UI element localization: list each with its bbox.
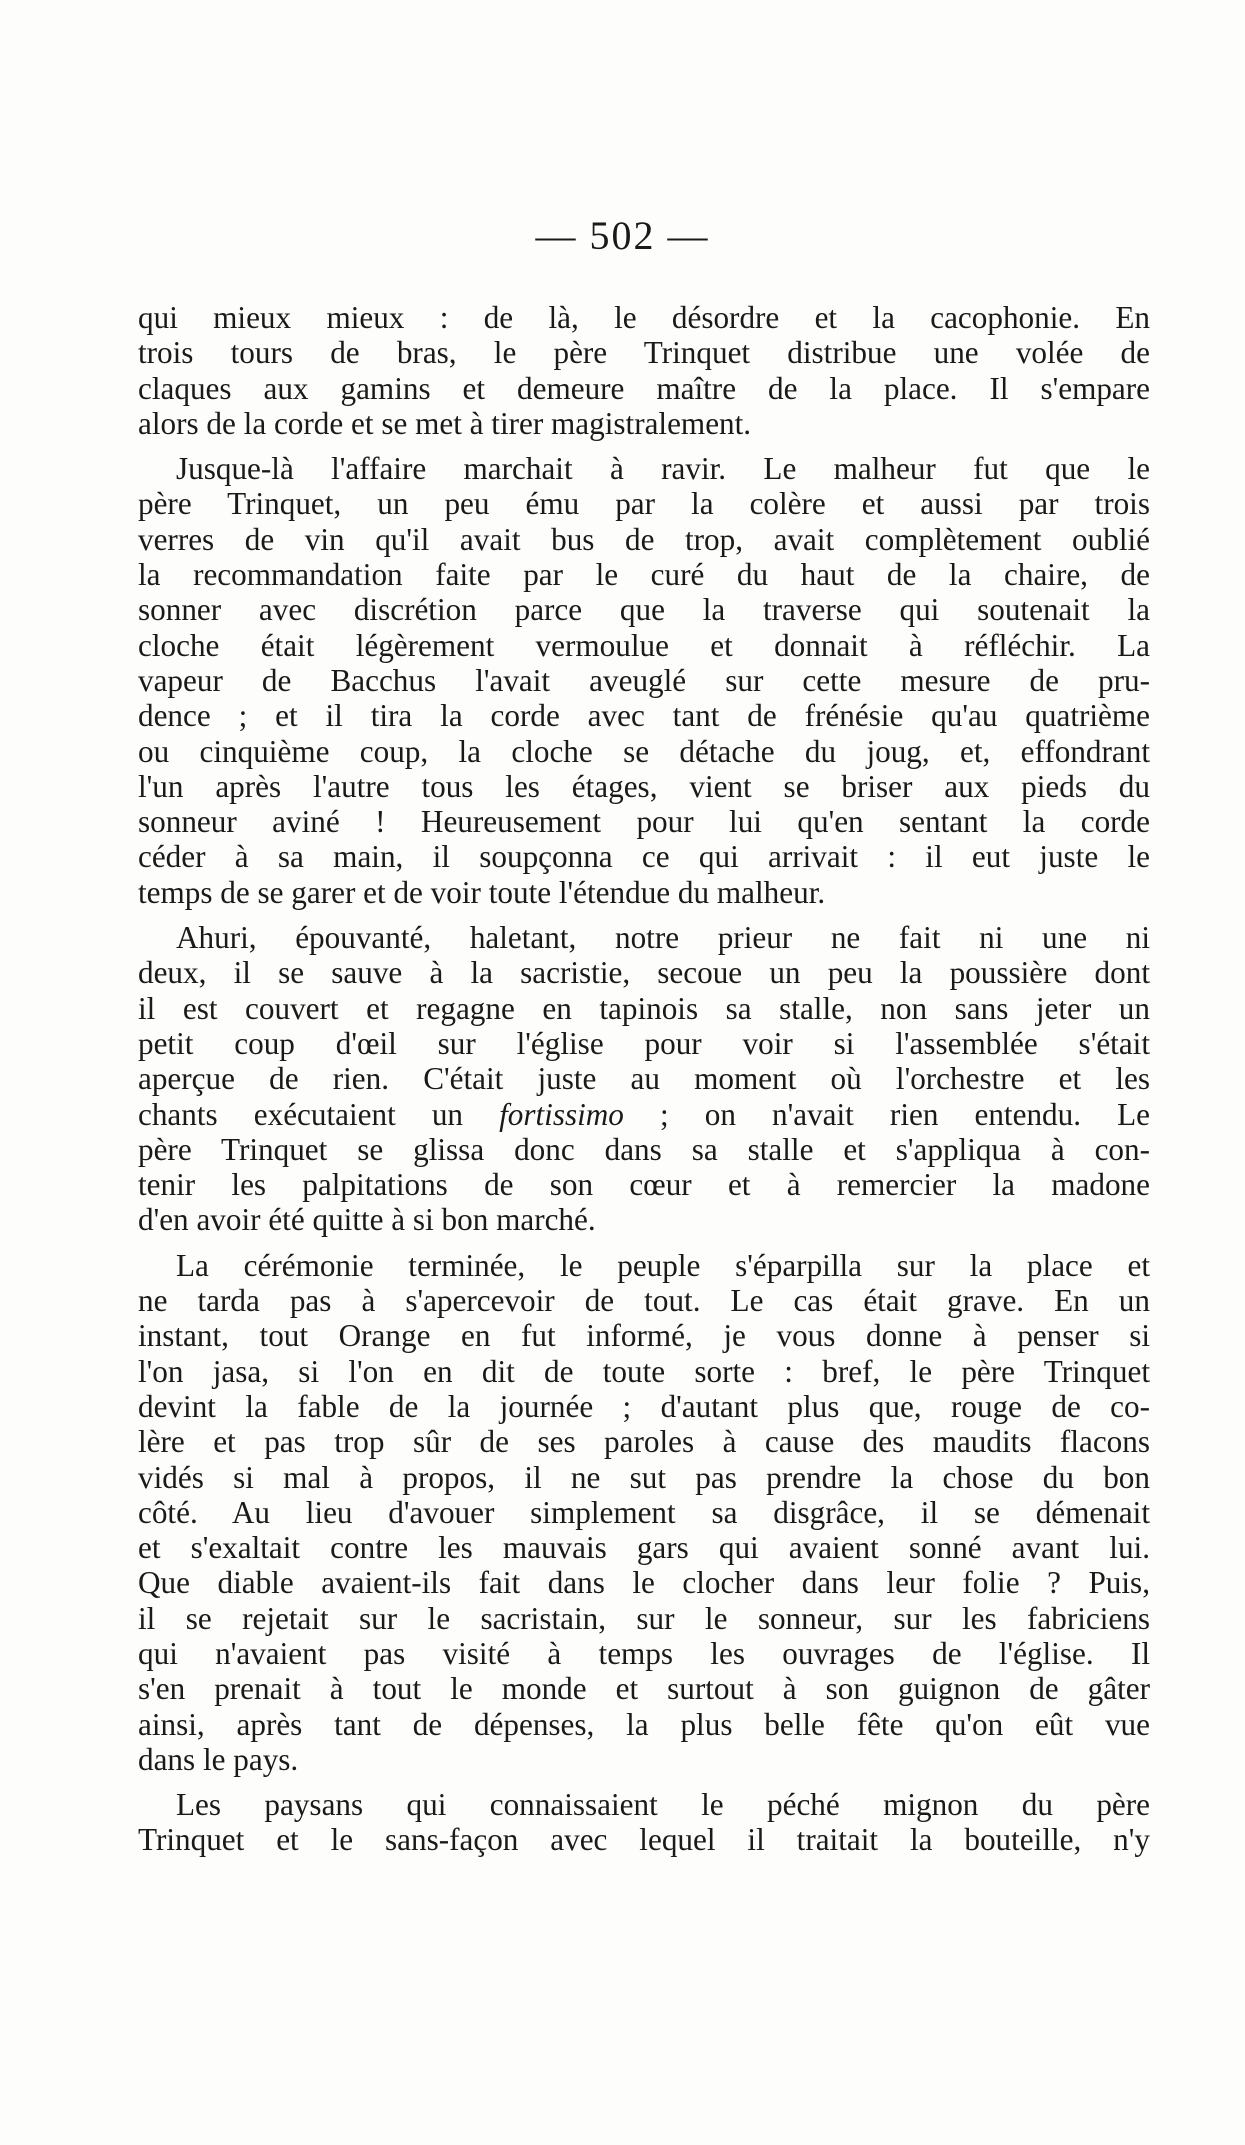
paragraph-5 [138, 1787, 1150, 1858]
text-line: Jusque-là l'affaire marchait à ravir. Le malheur fut que le [176, 451, 1150, 487]
text-line: Que diable avaient-ils fait dans le clocher dans leur folie ? Puis, [138, 1565, 1150, 1601]
text-line: la recommandation faite par le curé du haut de la chaire, de [138, 557, 1150, 593]
text-line: qui n'avaient pas visité à temps les ouvrages de l'église. Il [138, 1635, 1150, 1671]
text-line: l'on jasa, si l'on en dit de toute sorte : bref, le père Trinquet [138, 1353, 1150, 1389]
text-line: il est couvert et regagne en tapinois sa stalle, non sans jeter un [138, 990, 1150, 1026]
text-line: ne tarda pas à s'apercevoir de tout. Le cas était grave. En un [138, 1283, 1150, 1319]
paragraph-2 [138, 451, 1150, 910]
text-line: vidés si mal à propos, il ne sut pas prendre la chose du bon [138, 1459, 1150, 1495]
text-line: lère et pas trop sûr de ses paroles à cause des maudits flacons [138, 1424, 1150, 1460]
text-line: trois tours de bras, le père Trinquet distribue une volée de [138, 335, 1150, 371]
text-line: père Trinquet se glissa donc dans sa stalle et s'appliqua à con- [138, 1131, 1150, 1167]
text-line: petit coup d'œil sur l'église pour voir si l'assemblée s'était [138, 1025, 1150, 1061]
text-line: Les paysans qui connaissaient le péché mignon du père [176, 1787, 1150, 1823]
text-line: sonner avec discrétion parce que la traverse qui soutenait la [138, 592, 1150, 628]
text-line: aperçue de rien. C'était juste au moment où l'orchestre et les [138, 1061, 1150, 1097]
text-line: devint la fable de la journée ; d'autant plus que, rouge de co- [138, 1388, 1150, 1424]
body-text [138, 300, 1150, 1858]
text-line: d'en avoir été quitte à si bon marché. [138, 1202, 596, 1238]
text-line: cloche était légèrement vermoulue et donnait à réfléchir. La [138, 627, 1150, 663]
text-line: s'en prenait à tout le monde et surtout à son guignon de gâter [138, 1671, 1150, 1707]
paragraph-3 [138, 920, 1150, 1238]
text-line: céder à sa main, il soupçonna ce qui arrivait : il eut juste le [138, 839, 1150, 875]
text-line: tenir les palpitations de son cœur et à remercier la madone [138, 1167, 1150, 1203]
text-line: ou cinquième coup, la cloche se détache du joug, et, effondrant [138, 733, 1150, 769]
text-line: et s'exaltait contre les mauvais gars qui avaient sonné avant lui. [138, 1530, 1150, 1566]
text-line: l'un après l'autre tous les étages, vient se briser aux pieds du [138, 768, 1150, 804]
text-line: côté. Au lieu d'avouer simplement sa disgrâce, il se démenait [138, 1494, 1150, 1530]
page-number: — 502 — [535, 213, 710, 258]
text-line: Trinquet et le sans-façon avec lequel il traitait la bouteille, n'y [138, 1822, 1150, 1858]
italic-word: fortissimo [499, 1096, 624, 1132]
text-line: deux, il se sauve à la sacristie, secoue un peu la poussière dont [138, 955, 1150, 991]
text-line: il se rejetait sur le sacristain, sur le sonneur, sur les fabriciens [138, 1600, 1150, 1636]
text-line: alors de la corde et se met à tirer magistralement. [138, 405, 752, 441]
text-line: dence ; et il tira la corde avec tant de frénésie qu'au quatrième [138, 698, 1150, 734]
text-line: instant, tout Orange en fut informé, je vous donne à penser si [138, 1318, 1150, 1354]
paragraph-1 [138, 300, 1150, 441]
text-line: temps de se garer et de voir toute l'étendue du malheur. [138, 874, 826, 910]
text-line: père Trinquet, un peu ému par la colère et aussi par trois [138, 486, 1150, 522]
text-line: La cérémonie terminée, le peuple s'éparpilla sur la place et [176, 1247, 1150, 1283]
text-line: verres de vin qu'il avait bus de trop, avait complètement oublié [138, 521, 1150, 557]
text-line: ainsi, après tant de dépenses, la plus belle fête qu'on eût vue [138, 1706, 1150, 1742]
text-line: vapeur de Bacchus l'avait aveuglé sur cette mesure de pru- [138, 662, 1150, 698]
text-line-with-italic: chants exécutaient un fortissimo ; on n'avait rien entendu. Le [138, 1096, 1151, 1132]
text-line: dans le pays. [138, 1741, 299, 1777]
paragraph-4 [138, 1248, 1150, 1777]
text-line: qui mieux mieux : de là, le désordre et la cacophonie. En [138, 300, 1150, 335]
text-line: sonneur aviné ! Heureusement pour lui qu'en sentant la corde [138, 804, 1150, 840]
text-line: claques aux gamins et demeure maître de la place. Il s'empare [138, 370, 1150, 406]
text-line: Ahuri, épouvanté, haletant, notre prieur ne fait ni une ni [176, 920, 1150, 956]
